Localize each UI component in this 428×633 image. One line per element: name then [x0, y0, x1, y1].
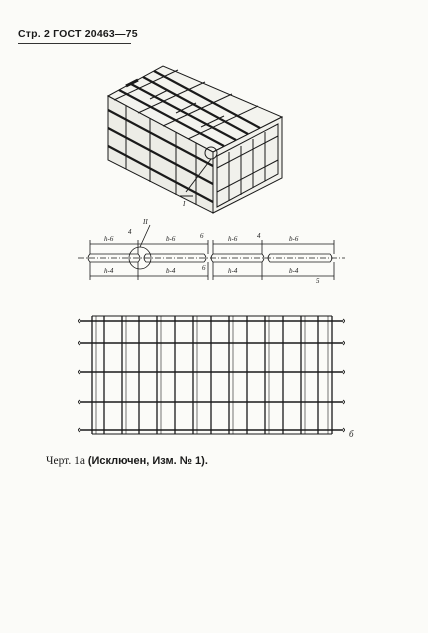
detail-label-I: I: [183, 200, 186, 208]
dim-bottom-5: b-4: [289, 267, 299, 275]
dim-bottom-1: h-4: [104, 267, 114, 275]
tick-label-4: 4: [128, 228, 132, 236]
side-label-b: б: [349, 429, 354, 439]
dim-bottom-4: h-4: [228, 267, 238, 275]
dim-top-4: h-6: [228, 235, 238, 243]
dim-bottom-3: 6: [202, 264, 206, 272]
dim-top-5: 4: [257, 232, 261, 240]
page-header: Стр. 2 ГОСТ 20463—75: [18, 28, 138, 40]
grid-panel-drawing: [79, 316, 345, 434]
dim-top-6: b-6: [289, 235, 299, 243]
detail-label-II: II: [143, 218, 148, 226]
dim-top-2: b-6: [166, 235, 176, 243]
tick-label-5: 5: [316, 277, 320, 285]
dim-top-3: 6: [200, 232, 204, 240]
crate-isometric-drawing: [108, 66, 282, 213]
dim-bottom-2: b-4: [166, 267, 176, 275]
plank-section-drawing: [78, 225, 345, 280]
caption-prefix: Черт. 1а: [46, 455, 85, 467]
dim-top-1: h-6: [104, 235, 114, 243]
caption-note: (Исключен, Изм. № 1).: [87, 455, 208, 467]
figure-caption: [46, 455, 208, 467]
